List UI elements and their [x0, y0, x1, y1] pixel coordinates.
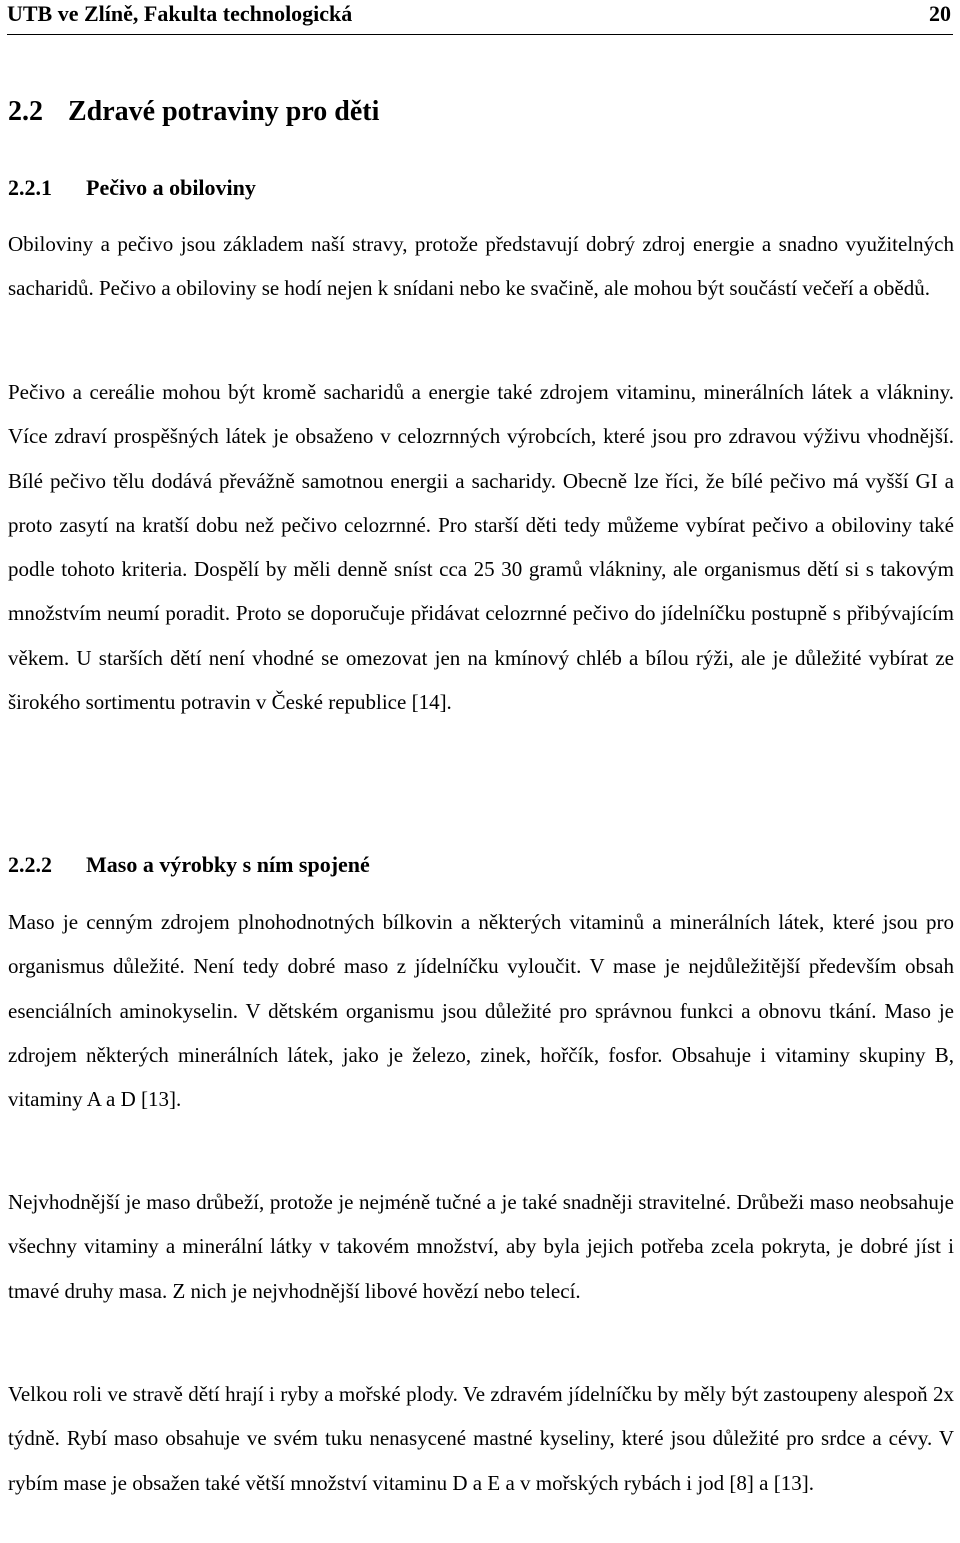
subsection-heading — [8, 851, 370, 879]
subsection-number: 2.2.2 — [8, 852, 52, 877]
section-title: Zdravé potraviny pro děti — [68, 96, 380, 127]
subsection-title: Maso a výrobky s ním spojené — [86, 852, 370, 877]
paragraph: Maso je cenným zdrojem plnohodnotných bílkovin a některých vitaminů a minerálních látek, které jsou pro organismus důležité. Není tedy dobré maso z jídelníčku vyloučit. V mase je nejdůležitější především obsah esenciálních aminokyselin. V dětském organismu jsou důležité pro správnou funkci a obnovu tkání. Maso je zdrojem některých minerálních látek, jako je železo, zinek, hořčík, fosfor. Obsahuje i vitaminy skupiny B, vitaminy A a D [13]. — [8, 910, 954, 1112]
subsection-heading — [8, 174, 256, 202]
section-heading — [8, 94, 379, 130]
page-number: 20 — [929, 1, 951, 26]
paragraph: Nejvhodnější je maso drůbeží, protože je nejméně tučné a je také snadněji stravitelné. Drůbeži maso neobsahuje všechny vitaminy a minerální látky v takovém množství, aby byla jejich potřeba zcela pokryta, je dobré jíst i tmavé druhy masa. Z nich je nejvhodnější libové hovězí nebo telecí. — [8, 1190, 954, 1303]
subsection-title: Pečivo a obiloviny — [86, 175, 256, 200]
paragraph: Obiloviny a pečivo jsou základem naší stravy, protože představují dobrý zdroj energie a snadno využitelných sacharidů. Pečivo a obiloviny se hodí nejen k snídani nebo ke svačině, ale mohou být součástí večeří a obědů. — [8, 232, 954, 301]
section-number: 2.2 — [8, 96, 43, 127]
paragraph: Pečivo a cereálie mohou být kromě sacharidů a energie také zdrojem vitaminu, minerálních látek a vlákniny. Více zdraví prospěšných látek je obsaženo v celozrnných výrobcích, které jsou pro zdravou výživu vhodnější. Bílé pečivo tělu dodává převážně samotnou energii a sacharidy. Obecně lze říci, že bílé pečivo má vyšší GI a proto zasytí na kratší dobu než pečivo celozrnné. Pro starší děti tedy můžeme vybírat pečivo a obiloviny také podle tohoto kriteria. Dospělí by měli denně sníst cca 25 30 gramů vlákniny, ale organismus dětí si s takovým množstvím neumí poradit. Proto se doporučuje přidávat celozrnné pečivo do jídelníčku postupně s přibývajícím věkem. U starších dětí není vhodné se omezovat jen na kmínový chléb a bílou rýži, ale je důležité vybírat ze širokého sortimentu potravin v České republice [14]. — [8, 380, 954, 715]
header-title: UTB ve Zlíně, Fakulta technologická — [7, 1, 353, 26]
running-header — [7, 0, 953, 35]
paragraph: Velkou roli ve stravě dětí hrají i ryby a mořské plody. Ve zdravém jídelníčku by měly být zastoupeny alespoň 2x týdně. Rybí maso obsahuje ve svém tuku nenasycené mastné kyseliny, které jsou důležité pro srdce a cévy. V rybím mase je obsažen také větší množství vitaminu D a E a v mořských rybách i jod [8] a [13]. — [8, 1382, 954, 1495]
subsection-number: 2.2.1 — [8, 175, 52, 200]
